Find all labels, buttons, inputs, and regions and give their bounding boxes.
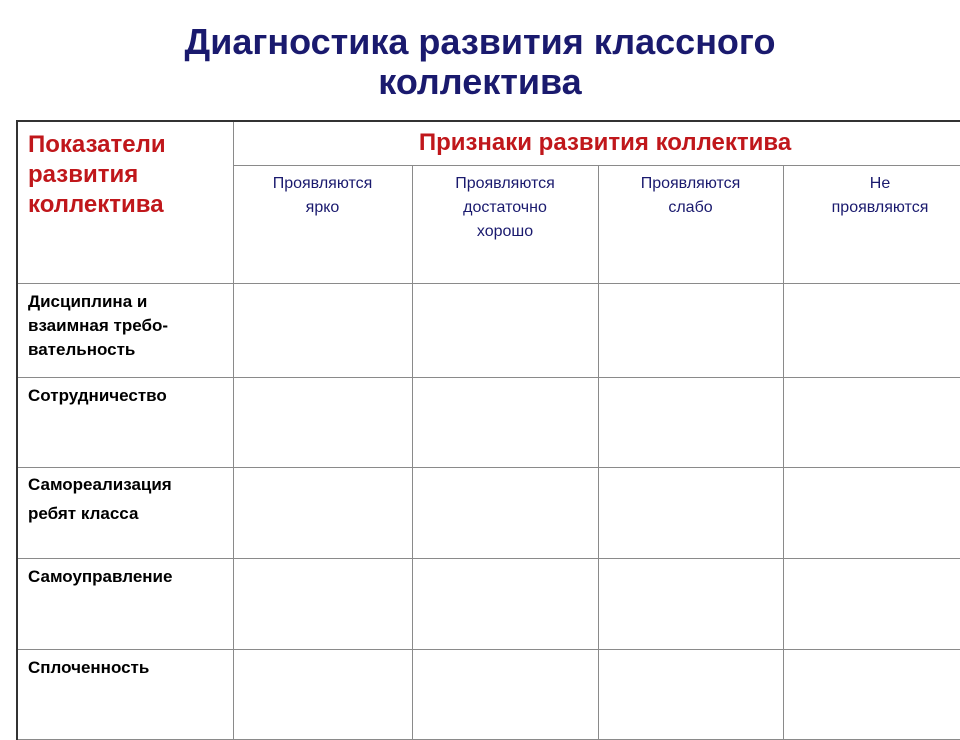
- page-title-line-2: коллектива: [0, 62, 960, 102]
- row-label-line-2: ребят класса: [28, 499, 227, 528]
- subheader-none: [783, 165, 960, 283]
- indicators-header-line-1: Показатели: [28, 130, 233, 160]
- subheader-bright-line-1: Проявляются: [234, 172, 412, 196]
- subheader-bright: [233, 165, 412, 283]
- table-row: [17, 558, 960, 649]
- table-cell[interactable]: [233, 649, 412, 739]
- table-cell[interactable]: [783, 649, 960, 739]
- row-label-line-1: Самоуправление: [28, 565, 227, 589]
- subheader-none-line-2: проявляются: [784, 196, 960, 220]
- subheader-weak-line-2: слабо: [599, 196, 783, 220]
- table-cell[interactable]: [233, 558, 412, 649]
- subheader-good: [412, 165, 598, 283]
- table-cell[interactable]: [783, 558, 960, 649]
- table-cell[interactable]: [783, 467, 960, 558]
- row-label-line-2: взаимная требо-: [28, 314, 227, 338]
- page-title-line-1: Диагностика развития классного: [0, 22, 960, 62]
- signs-header: Признаки развития коллектива: [233, 121, 960, 165]
- indicators-header-line-2: развития: [28, 160, 233, 190]
- table-cell[interactable]: [412, 558, 598, 649]
- table-cell[interactable]: [233, 467, 412, 558]
- table-cell[interactable]: [233, 377, 412, 467]
- indicators-header-line-3: коллектива: [28, 190, 233, 220]
- subheader-weak: [598, 165, 783, 283]
- diagnostics-table: [16, 120, 960, 740]
- row-label-line-1: Дисциплина и: [28, 290, 227, 314]
- indicators-header: [17, 121, 233, 283]
- row-label-cooperation: [17, 377, 233, 467]
- table-cell[interactable]: [412, 283, 598, 377]
- table-cell[interactable]: [412, 377, 598, 467]
- table-row: [17, 649, 960, 739]
- subheader-good-line-1: Проявляются: [413, 172, 598, 196]
- subheader-good-line-2: достаточно: [413, 196, 598, 220]
- table-row: [17, 283, 960, 377]
- row-label-cohesion: [17, 649, 233, 739]
- table-cell[interactable]: [233, 283, 412, 377]
- table-cell[interactable]: [598, 283, 783, 377]
- row-label-line-1: Сплоченность: [28, 656, 227, 680]
- table-cell[interactable]: [598, 377, 783, 467]
- table-cell[interactable]: [598, 467, 783, 558]
- table-cell[interactable]: [412, 649, 598, 739]
- subheader-bright-line-2: ярко: [234, 196, 412, 220]
- table-cell[interactable]: [412, 467, 598, 558]
- row-label-self-government: [17, 558, 233, 649]
- table-cell[interactable]: [598, 649, 783, 739]
- subheader-weak-line-1: Проявляются: [599, 172, 783, 196]
- row-label-discipline: [17, 283, 233, 377]
- row-label-line-1: Сотрудничество: [28, 384, 227, 408]
- table-cell[interactable]: [783, 377, 960, 467]
- row-label-line-3: вательность: [28, 338, 227, 362]
- subheader-none-line-1: Не: [784, 172, 960, 196]
- table-cell[interactable]: [783, 283, 960, 377]
- row-label-line-1: Самореализация: [28, 470, 227, 499]
- table-cell[interactable]: [598, 558, 783, 649]
- page-title: [0, 22, 960, 102]
- subheader-good-line-3: хорошо: [413, 220, 598, 244]
- table-row: [17, 377, 960, 467]
- table-row: [17, 467, 960, 558]
- row-label-self-realization: [17, 467, 233, 558]
